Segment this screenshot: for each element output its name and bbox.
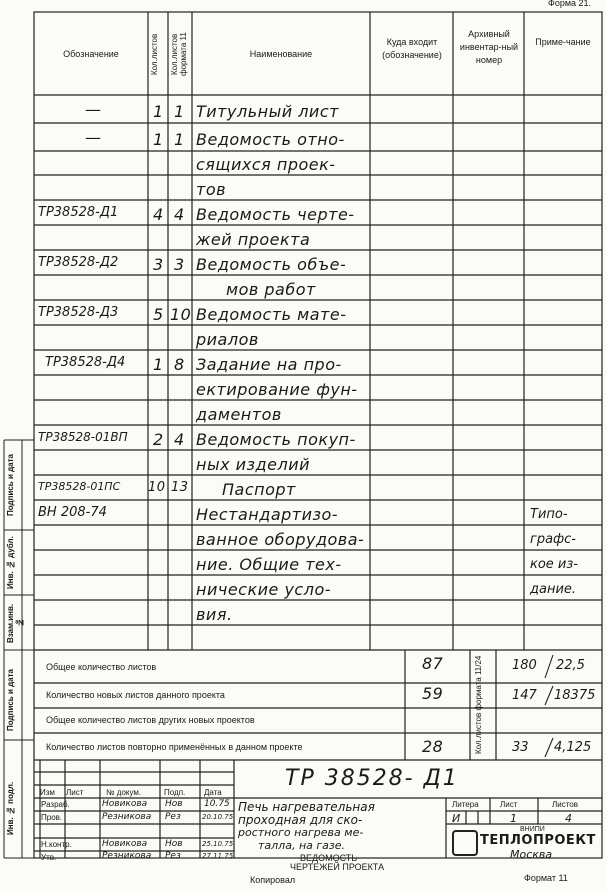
row-sheet-count: 3: [153, 255, 164, 274]
row-designation: ВН 208-74: [38, 505, 107, 520]
row-designation: ТР38528-01ВП: [38, 430, 128, 444]
summary-value: 59: [422, 684, 444, 703]
stamp-title-line: ростного нагрева ме-: [238, 826, 364, 839]
stamp-title-line: талла, на газе.: [258, 839, 346, 852]
row-sheet-count: 4: [153, 205, 164, 224]
row-name-line: Ведомость отно-: [196, 130, 345, 149]
stamp-date: 27.11.75: [202, 852, 234, 860]
margin-label-dubl: Инв. № дубл.: [6, 536, 15, 590]
stamp-sheet-title-1: ВЕДОМОСТЬ: [300, 853, 358, 863]
stamp-col-doc: № докум.: [106, 788, 142, 797]
stamp-sign: Нов: [165, 799, 183, 809]
stamp-org: ТЕПЛОПРОЕКТ: [480, 833, 596, 848]
stamp-date: 20.10.75: [202, 813, 234, 821]
row-designation: —: [85, 100, 102, 119]
margin-label-sign-date-2: Подпись и дата: [6, 454, 15, 517]
stamp-city: Москва: [510, 848, 553, 861]
summary-value-r1: 180: [512, 658, 537, 673]
stamp-litera-value: И: [452, 812, 461, 825]
margin-label-vzam: Взам.инв. №: [6, 603, 24, 643]
row-designation: ТР38528-01ПС: [38, 480, 121, 493]
summary-value: 87: [422, 654, 444, 673]
row-name-line: сящихся проек-: [196, 155, 336, 174]
footer-copied: Копировал: [250, 875, 296, 885]
stamp-sign: Рез: [165, 851, 181, 861]
row-sheets-format11: 4: [174, 205, 185, 224]
row-designation: ТР38528-Д1: [38, 205, 119, 220]
stamp-col-izm: Изм: [40, 788, 55, 797]
stamp-litera-label: Литера: [452, 800, 479, 809]
row-name-line: нические усло-: [196, 580, 331, 599]
row-name-line: жей проекта: [196, 230, 311, 249]
row-name-line: риалов: [196, 330, 259, 349]
header-notes: Приме-чание: [535, 37, 591, 47]
row-sheet-count: 1: [153, 355, 164, 374]
row-name-line: Нестандартизо-: [196, 505, 339, 524]
stamp-org-small: ВНИПИ: [520, 826, 545, 833]
row-designation: ТР38528-Д4: [45, 355, 126, 370]
stamp-list-value: 1: [510, 812, 517, 825]
row-sheets-format11: 10: [170, 305, 192, 324]
row-name-line: тов: [196, 180, 227, 199]
summary-label: Количество листов повторно применённых в данном проекте: [46, 742, 303, 752]
header-where-used: Куда входит (обозначение): [382, 37, 442, 61]
row-name-line: ние. Общие тех-: [196, 555, 342, 574]
row-name-line: ванное оборудова-: [196, 530, 365, 549]
row-sheet-count: 2: [153, 430, 164, 449]
row-sheets-format11: 4: [174, 430, 185, 449]
summary-value-r1: 33: [512, 740, 529, 755]
row-name-line: Паспорт: [222, 480, 296, 499]
stamp-list-label: Лист: [500, 800, 518, 809]
stamp-title-line: Печь нагревательная: [238, 800, 375, 814]
header-designation: Обозначение: [63, 49, 119, 59]
row-sheet-count: 5: [153, 305, 164, 324]
footer-format: Формат 11: [524, 873, 568, 883]
row-name-line: ных изделий: [196, 455, 310, 474]
row-name-line: ектирование фун-: [196, 380, 358, 399]
row-sheets-format11: 1: [174, 102, 185, 121]
row-designation: —: [85, 128, 102, 147]
stamp-sheet-title-2: ЧЕРТЕЖЕЙ ПРОЕКТА: [290, 862, 385, 872]
row-name-line: вия.: [196, 605, 233, 624]
row-name-line: мов работ: [226, 280, 316, 299]
summary-value: 28: [422, 737, 444, 756]
stamp-listov-label: Листов: [552, 800, 578, 809]
row-name-line: даментов: [196, 405, 282, 424]
stamp-date: 25.10.75: [202, 840, 234, 848]
stamp-role: Разраб.: [41, 800, 70, 809]
stamp-sign: Нов: [165, 839, 183, 849]
margin-label-inv-podl: Инв. № подл.: [6, 781, 15, 835]
summary-label: Количество новых листов данного проекта: [46, 690, 225, 700]
summary-value-r2: 18375: [554, 688, 596, 703]
row-note-line: кое из-: [530, 557, 578, 572]
row-sheets-format11: 1: [174, 130, 185, 149]
row-designation: ТР38528-Д2: [38, 255, 119, 270]
summary-label: Общее количество листов других новых проектов: [46, 715, 255, 725]
stamp-sign: Рез: [165, 812, 181, 822]
header-sheet-count: Кол.листов: [150, 33, 159, 75]
stamp-title-line: проходная для ско-: [238, 813, 363, 827]
row-name-line: Титульный лист: [196, 102, 339, 121]
row-sheets-format11: 8: [174, 355, 185, 374]
row-note-line: графс-: [530, 532, 577, 547]
stamp-person: Новикова: [102, 839, 148, 849]
row-note-line: Типо-: [530, 507, 568, 522]
row-name-line: Ведомость покуп-: [196, 430, 356, 449]
stamp-col-sign: Подп.: [164, 788, 186, 797]
summary-value-r2: 22,5: [556, 658, 585, 673]
row-name-line: Ведомость черте-: [196, 205, 355, 224]
stamp-col-date: Дата: [204, 788, 222, 797]
header-archive-no: Архивный инвентар-ный номер: [459, 29, 519, 66]
stamp-listov-value: 4: [565, 812, 572, 825]
summary-value-r2: 4,125: [554, 740, 592, 755]
stamp-code: ТР 38528- Д1: [285, 766, 459, 791]
stamp-role: Пров.: [41, 813, 63, 822]
stamp-date: 10.75: [204, 799, 230, 809]
stamp-person: Резникова: [102, 812, 152, 822]
row-sheet-count: 1: [153, 102, 164, 121]
row-sheet-count: 1: [153, 130, 164, 149]
row-designation: ТР38528-Д3: [38, 305, 119, 320]
header-sheets-format11: Кол.листов формата 11: [170, 32, 188, 76]
org-logo-icon: [452, 830, 478, 856]
stamp-role: Утв.: [41, 853, 57, 862]
summary-label: Общее количество листов: [46, 662, 157, 672]
row-name-line: Ведомость мате-: [196, 305, 347, 324]
summary-value-r1: 147: [512, 688, 537, 703]
stamp-role: Н.контр.: [41, 840, 72, 849]
stamp-person: Резникова: [102, 851, 152, 861]
header-name: Наименование: [249, 49, 313, 59]
stamp-person: Новикова: [102, 799, 148, 809]
summary-side-label: Кол.листов формата 11/24: [474, 655, 483, 755]
row-sheets-format11: 13: [171, 480, 189, 495]
margin-label-sign-date: Подпись и дата: [6, 669, 15, 731]
stamp-col-list: Лист: [66, 788, 84, 797]
row-sheets-format11: 3: [174, 255, 185, 274]
form-label: Форма 21.: [548, 0, 592, 8]
row-name-line: Задание на про-: [196, 355, 342, 374]
row-name-line: Ведомость объе-: [196, 255, 347, 274]
row-sheet-count: 10: [148, 480, 166, 495]
row-note-line: дание.: [530, 582, 577, 597]
